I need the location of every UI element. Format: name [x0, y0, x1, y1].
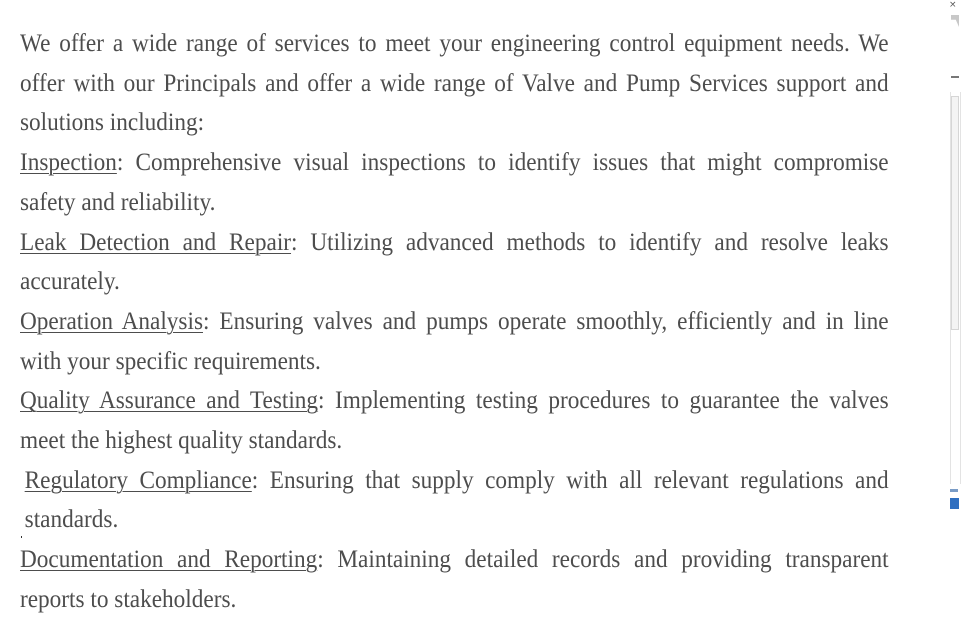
service-description: : Ensuring valves and pumps operate smoothly, efficiently and in line with your specific requirements. — [20, 307, 889, 375]
service-description: : Ensuring that supply comply with all relevant regulations and standards. — [24, 466, 889, 534]
service-documentation — [20, 540, 889, 619]
service-term: Leak Detection and Repair — [20, 228, 292, 256]
service-term: Documentation and Reporting — [20, 546, 318, 574]
ruler-toggle-icon[interactable] — [951, 76, 959, 82]
text-cursor — [21, 536, 22, 538]
service-term: Inspection — [20, 149, 117, 177]
browse-object-icon[interactable] — [950, 489, 958, 492]
service-description: : Utilizing advanced methods to identify and resolve leaks accurately. — [20, 228, 889, 296]
service-description: : Maintaining detailed records and providing transparent reports to stakeholders. — [20, 546, 889, 613]
service-regulatory-compliance — [20, 461, 889, 540]
service-term: Quality Assurance and Testing — [20, 387, 319, 415]
document-body[interactable] — [20, 24, 889, 620]
service-description: : Implementing testing procedures to guarantee the valves meet the highest quality standards. — [20, 387, 889, 455]
intro-paragraph: We offer a wide range of services to meet your engineering control equipment needs. We offer with our Principals and offer a wide range of Valve and Pump Services support and solutions including: — [20, 30, 889, 137]
service-leak-detection — [20, 223, 889, 302]
service-inspection — [20, 143, 889, 222]
service-operation-analysis — [20, 302, 889, 381]
next-page-button[interactable] — [950, 498, 959, 509]
service-term: Operation Analysis — [20, 307, 203, 335]
service-quality-assurance — [20, 381, 889, 460]
close-icon[interactable]: × — [949, 0, 957, 10]
service-term: Regulatory Compliance — [24, 466, 252, 494]
scroll-thumb[interactable] — [951, 96, 959, 330]
service-description: : Comprehensive visual inspections to identify issues that might compromise safety and reliability. — [20, 149, 889, 216]
